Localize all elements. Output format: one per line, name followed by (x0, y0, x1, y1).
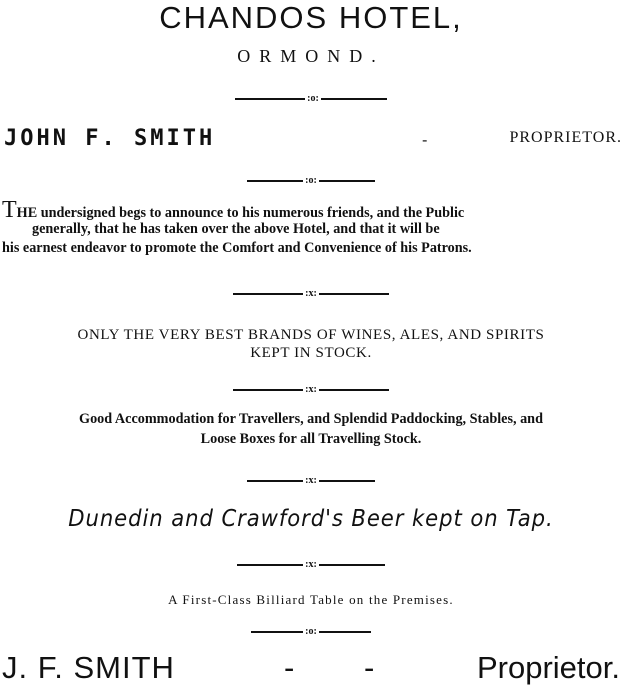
divider-6 (0, 559, 622, 571)
divider-mark: :o: (307, 93, 319, 104)
billiard-notice: A First-Class Billiard Table on the Premises. (168, 592, 454, 607)
divider-1 (0, 93, 622, 105)
accommodation-line-1: Good Accommodation for Travellers, and Splendid Paddocking, Stables, and (79, 411, 543, 427)
proprietor-role: PROPRIETOR. (509, 129, 622, 146)
divider-3 (0, 288, 622, 300)
divider-mark: :o: (305, 626, 317, 637)
brands-line-1: ONLY THE VERY BEST BRANDS OF WINES, ALES, AND SPIRITS (77, 327, 545, 343)
announcement-line-2: generally, that he has taken over the above Hotel, and that it will be (32, 221, 440, 237)
footer-signature (2, 650, 620, 690)
footer-role: Proprietor. (476, 650, 620, 685)
announcement-line-3: his earnest endeavor to promote the Comfort and Convenience of his Patrons. (2, 240, 472, 256)
divider-5 (0, 475, 622, 487)
divider-mark: :x: (305, 384, 317, 395)
divider-mark: :x: (305, 288, 317, 299)
footer-dash-1: - (284, 650, 295, 685)
announcement-line-1: HE undersigned begs to announce to his numerous friends, and the Public (16, 205, 465, 221)
divider-4 (0, 384, 622, 396)
proprietor-line (4, 126, 622, 156)
beer-slogan: Dunedin and Crawford's Beer kept on Tap. (68, 506, 554, 532)
proprietor-name: JOHN F. SMITH (4, 126, 216, 151)
divider-mark: :o: (305, 175, 317, 186)
brands-line-2: KEPT IN STOCK. (250, 345, 372, 361)
footer-name: J. F. SMITH (2, 650, 175, 685)
divider-mark: :x: (305, 475, 317, 486)
accommodation-line-2: Loose Boxes for all Travelling Stock. (200, 431, 422, 447)
footer-dash-2: - (364, 650, 375, 685)
divider-2 (0, 175, 622, 187)
hotel-town: ORMOND. (237, 46, 385, 66)
hotel-title: CHANDOS HOTEL, (159, 0, 463, 35)
drop-cap: T (2, 197, 17, 223)
divider-mark: :x: (305, 559, 317, 570)
divider-7 (0, 626, 622, 638)
announcement-paragraph (2, 197, 622, 262)
proprietor-separator: - (422, 130, 428, 149)
